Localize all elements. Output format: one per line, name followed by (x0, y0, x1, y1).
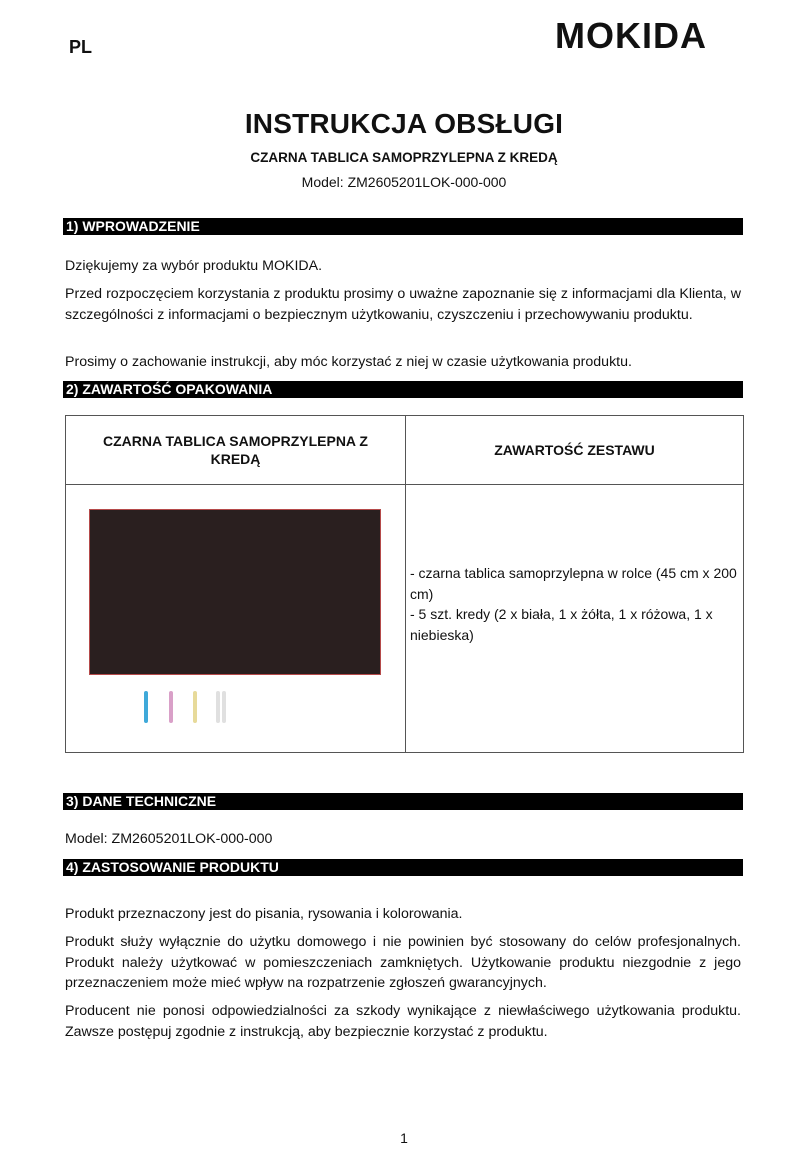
intro-paragraph-2: Przed rozpoczęciem korzystania z produktu prosimy o uważne zapoznanie się z informacjami dla Klienta, w szczególności z informacjami o bezpiecznym użytkowaniu, czyszczeniu i przechowywaniu produktu. (65, 286, 741, 323)
document-subtitle: CZARNA TABLICA SAMOPRZYLEPNA Z KREDĄ (250, 150, 558, 165)
language-code: PL (69, 37, 93, 57)
mokida-logo (555, 18, 739, 57)
usage-paragraph-1: Produkt przeznaczony jest do pisania, rysowania i kolorowania. (65, 906, 463, 922)
document-title: INSTRUKCJA OBSŁUGI (244, 108, 564, 139)
document-model: Model: ZM2605201LOK-000-000 (301, 174, 507, 190)
chalkboard-image (89, 509, 381, 675)
chalk-pink (169, 691, 173, 723)
section-1-header: 1) WPROWADZENIE (63, 218, 743, 235)
intro-paragraph-1: Dziękujemy za wybór produktu MOKIDA. (65, 258, 323, 274)
page-number: 1 (400, 1130, 408, 1146)
chalk-white-2 (222, 691, 226, 723)
mokida-logo-graphic (555, 18, 739, 52)
section-3-header: 3) DANE TECHNICZNE (63, 793, 743, 810)
usage-paragraph-3: Producent nie ponosi odpowiedzialności za szkody wynikające z niewłaściwego użytkowania produktu. Zawsze postępuj zgodnie z instrukcją, aby bezpiecznie korzystać z produktu. (65, 1003, 741, 1040)
chalk-white-1 (216, 691, 220, 723)
chalk-yellow (193, 691, 197, 723)
intro-paragraph-3: Prosimy o zachowanie instrukcji, aby móc korzystać z niej w czasie użytkowania produktu. (65, 354, 632, 370)
package-contents-table (65, 415, 744, 753)
chalk-blue (144, 691, 148, 723)
section-4-header: 4) ZASTOSOWANIE PRODUKTU (63, 859, 743, 876)
contents-item-chalk: - 5 szt. kredy (2 x biała, 1 x żółta, 1 x różowa, 1 x niebieska) (410, 606, 713, 643)
table-header-contents: ZAWARTOŚĆ ZESTAWU (494, 442, 655, 458)
contents-item-board: - czarna tablica samoprzylepna w rolce (45 cm x 200 cm) (410, 565, 737, 602)
package-contents-list (410, 563, 740, 645)
usage-paragraph-2: Produkt służy wyłącznie do użytku domowego i nie powinien być stosowany do celów profesjonalnych. Produkt należy użytkować w pomieszczeniach zamkniętych. Użytkowanie produktu niezgodnie z jego przeznaczeniem może mieć wpływ na rozpatrzenie zgłoszeń gwarancyjnych. (65, 934, 741, 991)
table-row-divider (66, 484, 743, 485)
technical-model: Model: ZM2605201LOK-000-000 (65, 831, 273, 847)
logo-text: MOKIDA (555, 18, 707, 52)
section-2-header: 2) ZAWARTOŚĆ OPAKOWANIA (63, 381, 743, 398)
table-header-product: CZARNA TABLICA SAMOPRZYLEPNA Z KREDĄ (103, 433, 368, 467)
